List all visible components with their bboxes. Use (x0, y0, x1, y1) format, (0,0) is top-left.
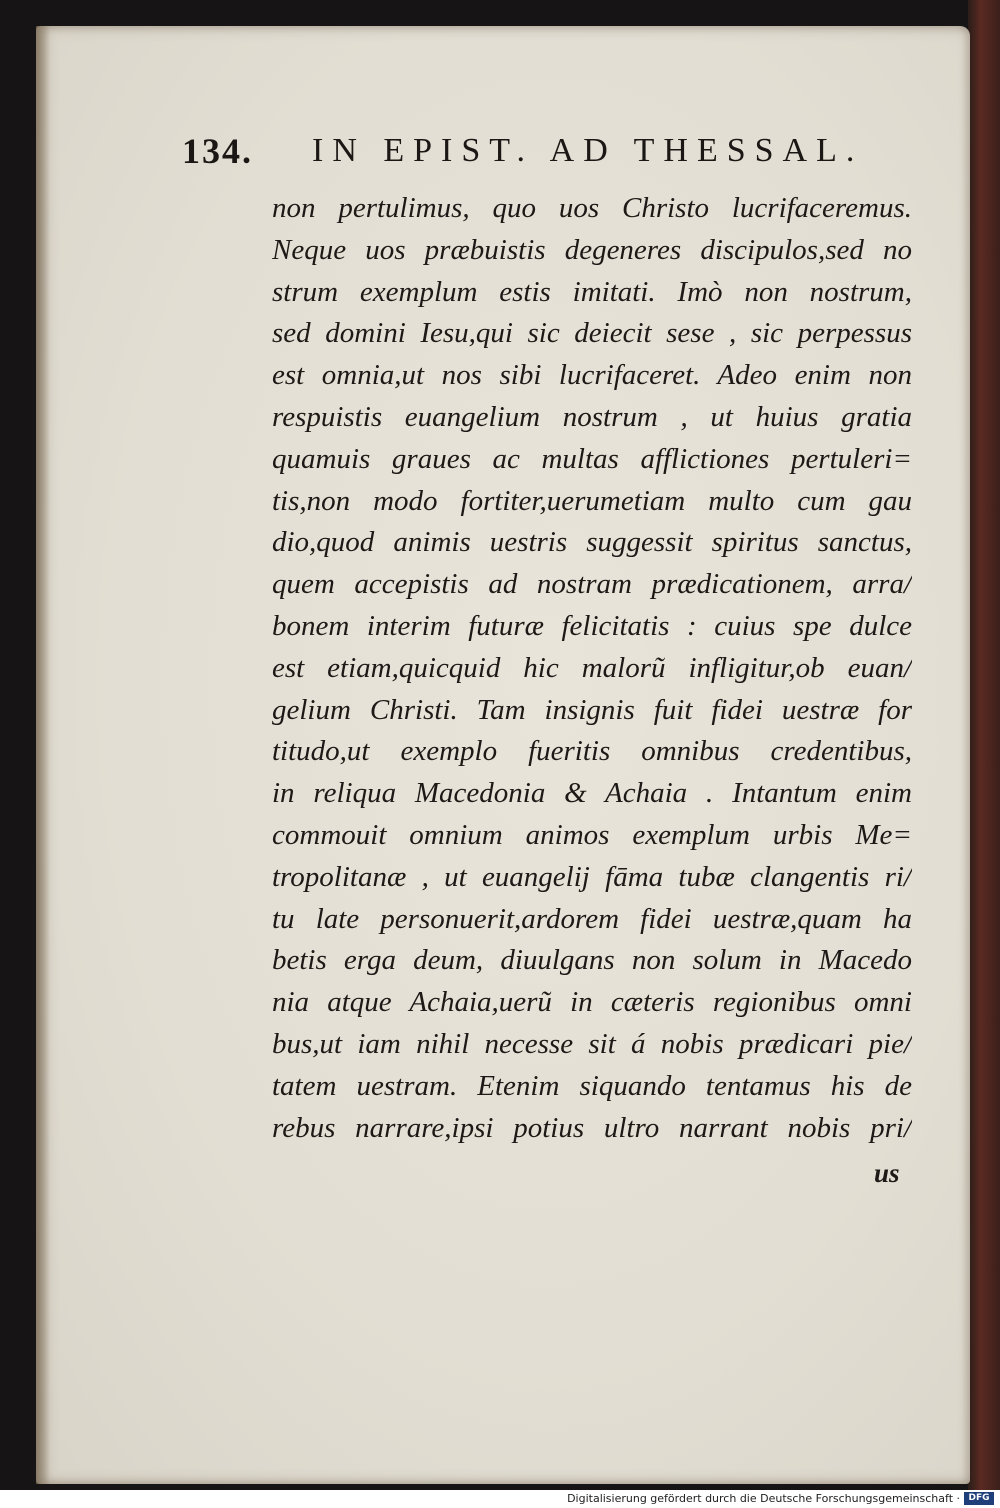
dfg-logo: DFG (964, 1492, 994, 1505)
text-line: betis erga deum, diuulgans non solum in Macedo (272, 944, 912, 977)
book-edge (968, 0, 1000, 1490)
text-line: bonem interim futuræ felicitatis : cuius spe dulce (272, 609, 912, 642)
text-line: sed domini Iesu,qui sic deiecit sese , sic perpessus (272, 317, 912, 350)
text-line: tropolitanæ , ut euangelij fāma tubæ clangentis ri/ (272, 860, 912, 893)
text-line: quem accepistis ad nostram prædicationem, arra/ (272, 568, 912, 601)
text-line: quamuis graues ac multas afflictiones pertuleri= (272, 442, 912, 475)
text-line: Neque uos præbuistis degeneres discipulos,sed no (272, 233, 912, 266)
text-line: tis,non modo fortiter,uerumetiam multo cum gau (272, 484, 912, 517)
digitization-footer (0, 1490, 1000, 1508)
text-line: nia atque Achaia,uerũ in cæteris regionibus omni (272, 986, 912, 1019)
text-line: strum exemplum estis imitati. Imò non nostrum, (272, 275, 912, 308)
text-line: titudo,ut exemplo fueritis omnibus credentibus, (272, 735, 912, 768)
funding-credit: Digitalisierung gefördert durch die Deutsche Forschungsgemeinschaft · (567, 1492, 960, 1505)
text-line: in reliqua Macedonia & Achaia . Intantum enim (272, 777, 912, 810)
text-line: tatem uestram. Etenim siquando tentamus his de (272, 1069, 912, 1102)
text-line: tu late personuerit,ardorem fidei uestræ,quam ha (272, 902, 912, 935)
catchword: us (874, 1158, 900, 1188)
text-line: respuistis euangelium nostrum , ut huius gratia (272, 400, 912, 433)
text-line: dio,quod animis uestris suggessit spiritus sanctus, (272, 526, 912, 559)
text-line: bus,ut iam nihil necesse sit á nobis prædicari pie/ (272, 1027, 912, 1060)
running-head: IN EPIST. AD THESSAL. (312, 132, 864, 169)
page-gutter-shadow (36, 26, 50, 1484)
body-text (272, 188, 912, 1149)
page-header (0, 130, 1000, 178)
page-number: 134. (182, 131, 253, 171)
text-line: gelium Christi. Tam insignis fuit fidei uestræ for (272, 693, 912, 726)
text-line: non pertulimus, quo uos Christo lucrifaceremus. (272, 192, 912, 224)
text-line: rebus narrare,ipsi potius ultro narrant nobis pri/ (272, 1111, 912, 1144)
text-line: est etiam,quicquid hic malorũ infligitur,ob euan/ (272, 651, 912, 684)
text-line: commouit omnium animos exemplum urbis Me= (272, 818, 912, 851)
text-line: est omnia,ut nos sibi lucrifaceret. Adeo enim non (272, 359, 912, 392)
